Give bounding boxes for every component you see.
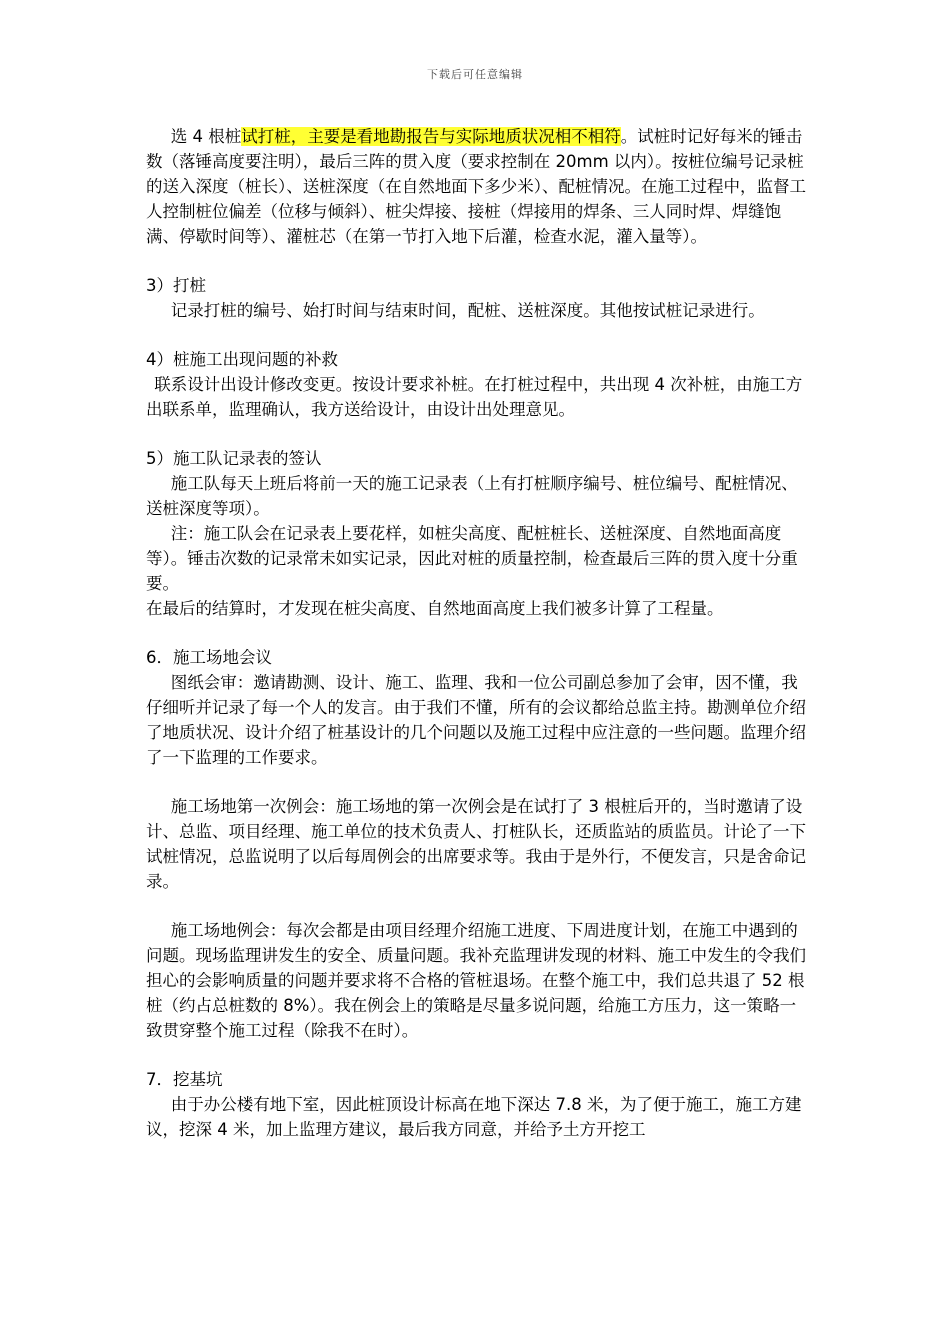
p1-after: 。试桩时记好每米的锤击数（落锤高度要注明），最后三阵的贯入度（要求控制在 20mm 以内）。按桩位编号记录桩的送入深度（桩长）、送桩深度（在自然地面下多少米）、配桩情况。在施工过程中，监督工人控制桩位偏差（位移与倾斜）、桩尖焊接、接桩（焊接用的焊条、三人同时焊、焊缝饱满、停歇时间等）、灌桩芯（在第一节打入地下后灌，检查水泥，灌入量等）。 xyxy=(146,127,806,246)
page-header: 下载后可任意编辑 xyxy=(427,68,523,81)
section-4-heading: 4）桩施工出现问题的补救 xyxy=(146,350,338,369)
section-6-regular-meeting: 施工场地例会：每次会都是由项目经理介绍施工进度、下周进度计划，在施工中遇到的问题。现场监理讲发生的安全、质量问题。我补充监理讲发现的材料、施工中发生的令我们担心的会影响质量的问题并要求将不合格的管桩退场。在整个施工中，我们总共退了 52 根桩（约占总桩数的 8%）。我在例会上的策略是尽量多说问题，给施工方压力，这一策略一致贯穿整个施工过程（除我不在时）。 xyxy=(146,921,806,1040)
highlighted-text: 试打桩，主要是看地勘报告与实际地质状况相不相符 xyxy=(241,127,621,146)
spacer xyxy=(146,323,810,347)
spacer xyxy=(146,249,810,273)
section-7-body: 由于办公楼有地下室，因此桩顶设计标高在地下深达 7.8 米，为了便于施工，施工方建议，挖深 4 米，加上监理方建议，最后我方同意，并给予土方开挖工 xyxy=(146,1095,802,1139)
section-6-heading: 6．施工场地会议 xyxy=(146,648,272,667)
spacer xyxy=(146,621,810,645)
spacer xyxy=(146,1043,810,1067)
section-6-drawing-review: 图纸会审：邀请勘测、设计、施工、监理、我和一位公司副总参加了会审，因不懂，我仔细听并记录了每一个人的发言。由于我们不懂，所有的会议都给总监主持。勘测单位介绍了地质状况、设计介绍了桩基设计的几个问题以及施工过程中应注意的一些问题。监理介绍了一下监理的工作要求。 xyxy=(146,673,806,767)
section-5-body-3: 在最后的结算时，才发现在桩尖高度、自然地面高度上我们被多计算了工程量。 xyxy=(146,599,724,618)
section-4-body: 联系设计出设计修改变更。按设计要求补桩。在打桩过程中，共出现 4 次补桩，由施工方出联系单，监理确认，我方送给设计，由设计出处理意见。 xyxy=(146,375,803,419)
section-5-body-1: 施工队每天上班后将前一天的施工记录表（上有打桩顺序编号、桩位编号、配桩情况、送桩深度等项）。 xyxy=(146,474,798,518)
spacer xyxy=(146,894,810,918)
spacer xyxy=(146,422,810,446)
p1-before: 选 4 根桩 xyxy=(170,127,242,146)
section-3-heading: 3）打桩 xyxy=(146,276,206,295)
document-body xyxy=(146,124,810,1142)
section-7-heading: 7．挖基坑 xyxy=(146,1070,223,1089)
section-6-first-meeting: 施工场地第一次例会：施工场地的第一次例会是在试打了 3 根桩后开的，当时邀请了设计、总监、项目经理、施工单位的技术负责人、打桩队长，还质监站的质监员。计论了一下试桩情况，总监说明了以后每周例会的出席要求等。我由于是外行，不便发言，只是舍命记录。 xyxy=(146,797,806,891)
section-5-note: 注：施工队会在记录表上要花样，如桩尖高度、配桩桩长、送桩深度、自然地面高度等）。锤击次数的记录常未如实记录，因此对桩的质量控制，检查最后三阵的贯入度十分重要。 xyxy=(146,524,798,593)
section-5-heading: 5）施工队记录表的签认 xyxy=(146,449,322,468)
section-3-body: 记录打桩的编号、始打时间与结束时间，配桩、送桩深度。其他按试桩记录进行。 xyxy=(170,301,765,320)
paragraph-test-piling xyxy=(146,124,810,249)
spacer xyxy=(146,770,810,794)
